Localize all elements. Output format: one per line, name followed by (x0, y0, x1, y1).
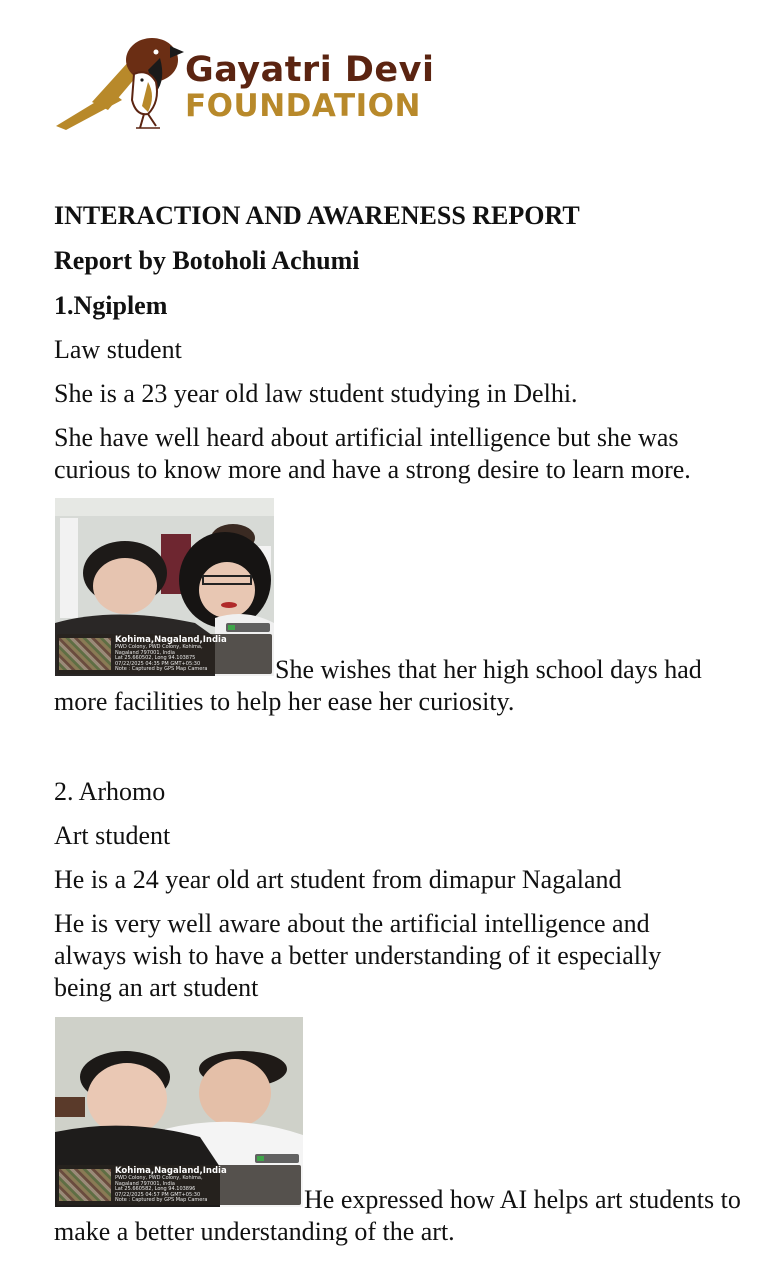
photo-caption-line: Lat 25.660502, Long 94.103875 (115, 655, 196, 661)
entry-role: Law student (54, 335, 182, 364)
report-author: Report by Botoholi Achumi (54, 246, 360, 275)
photo-caption-line: 07/22/2025 04:35 PM GMT+05:30 (115, 660, 201, 667)
entry-bio: She is a 23 year old law student studying in Delhi. (54, 379, 578, 408)
photo-caption-line: Note : Captured by GPS Map Camera (115, 1197, 208, 1203)
foundation-logo (52, 30, 437, 135)
photo-caption-line: PWD Colony, PWD Colony, Kohima, (115, 1175, 203, 1181)
logo-subtitle: FOUNDATION (185, 88, 421, 124)
entry-role: Art student (54, 821, 171, 850)
entry-heading: 2. Arhomo (54, 777, 166, 806)
gps-camera-badge-icon (226, 623, 270, 632)
photo-caption-line: Note : Captured by GPS Map Camera (115, 666, 208, 672)
entry-photo (55, 498, 274, 676)
photo-caption-line: 07/22/2025 04:57 PM GMT+05:30 (115, 1191, 201, 1198)
entry-heading: 1.Ngiplem (54, 291, 168, 320)
photo-caption-title: Kohima,Nagaland,India (115, 635, 227, 645)
entry-awareness: He is very well aware about the artificial intelligence and always wish to have a better understanding of it especially being an art student (54, 909, 662, 1002)
photo-caption-line: Nagaland 797001, India (115, 1180, 175, 1187)
entry-awareness: She have well heard about artificial intelligence but she was curious to know more and have a strong desire to learn more. (54, 423, 691, 484)
sparrow-logo-icon (52, 30, 187, 135)
logo-name: Gayatri Devi (185, 50, 435, 90)
photo-caption-title: Kohima,Nagaland,India (115, 1166, 227, 1176)
entry-closing: He expressed how AI helps art students to make a better understanding of the art. (54, 1185, 741, 1246)
photo-caption-line: Nagaland 797001, India (115, 649, 175, 656)
gps-camera-badge-icon (255, 1154, 299, 1163)
photo-caption-line: PWD Colony, PWD Colony, Kohima, (115, 644, 203, 650)
entry-photo (55, 1017, 303, 1207)
report-title: INTERACTION AND AWARENESS REPORT (54, 201, 580, 230)
entry-closing: She wishes that her high school days had more facilities to help her ease her curiosity. (54, 655, 702, 716)
entry-bio: He is a 24 year old art student from dimapur Nagaland (54, 865, 622, 894)
photo-caption-line: Lat 25.660582, Long 94.103896 (115, 1186, 196, 1192)
